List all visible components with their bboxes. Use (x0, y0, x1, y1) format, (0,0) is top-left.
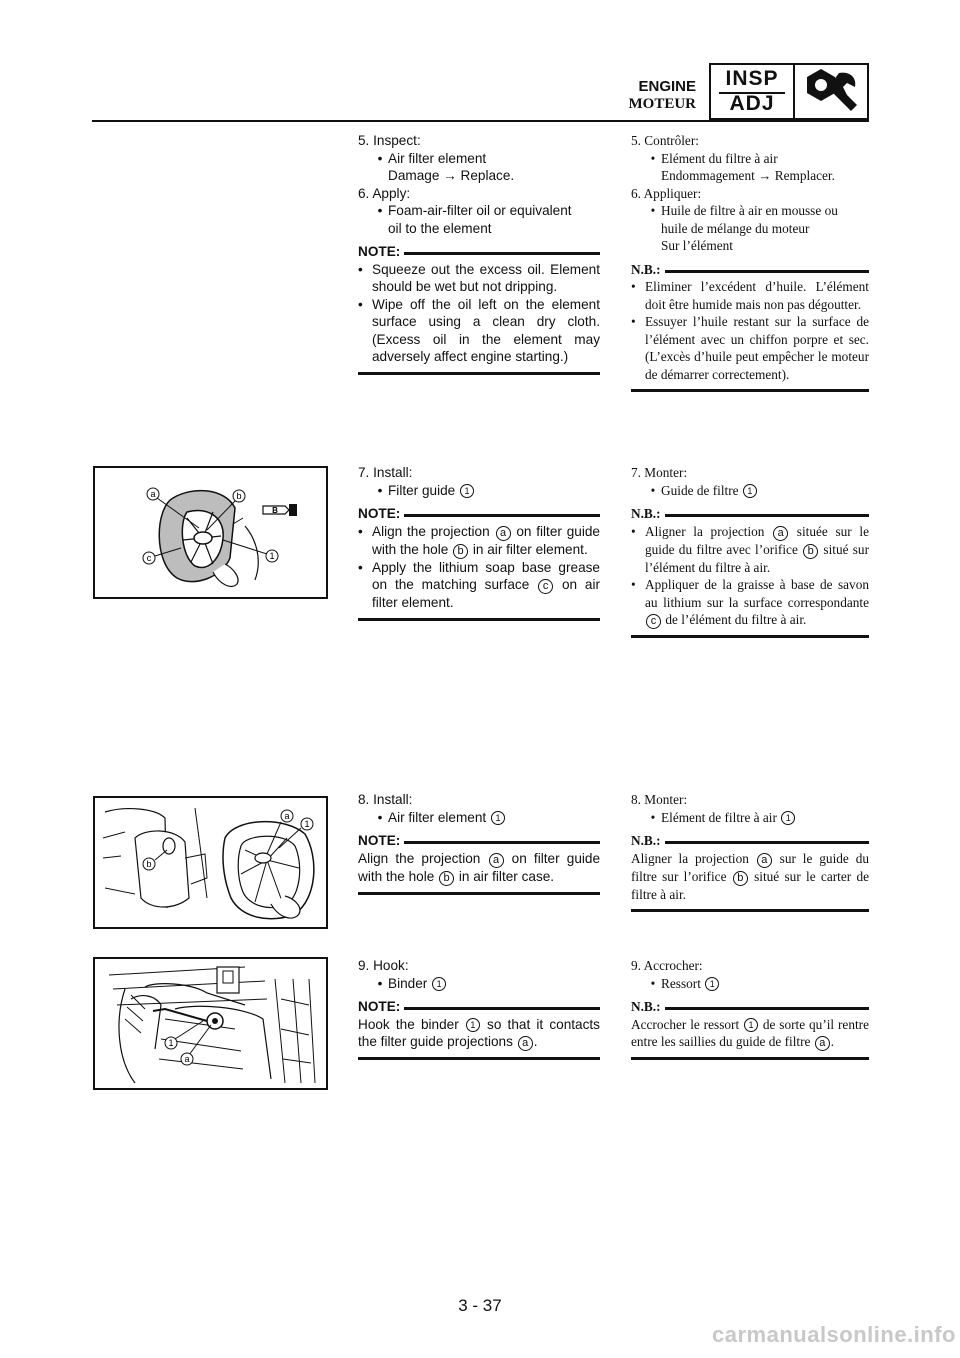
step-7-heading-fr: 7. Monter: (631, 465, 688, 480)
nb-item: • Aligner la projection a située sur le guide du filtre avec l’orifice b situé sur l’élément du filtre à air. (631, 523, 870, 575)
badge-adj-label: ADJ (729, 92, 775, 115)
nb-end-rule (631, 635, 869, 638)
insp-adj-badge (709, 63, 869, 120)
step-6-sub2-fr: Sur l’élément (661, 238, 734, 253)
step-5-heading: 5. Inspect: (358, 133, 421, 148)
step-6-sub1-fr: huile de mélange du moteur (661, 220, 810, 236)
filter-guide-illustration (95, 468, 326, 597)
step-5-sub: Damage → Replace. (388, 168, 515, 183)
note-body: Align the projection a on filter guide with the hole b in air filter case. (358, 850, 601, 884)
page-number: 3 - 37 (458, 1296, 502, 1315)
note-body: Hook the binder 1 so that it contacts the filter guide projections a . (358, 1016, 600, 1049)
note-end-rule (358, 618, 600, 621)
grease-icon (263, 504, 297, 516)
badge-insp-label: INSP (725, 67, 779, 90)
nb-end-rule (631, 389, 869, 392)
note-end-rule (358, 372, 600, 375)
nb-end-rule (631, 1057, 869, 1060)
note-header: NOTE: (358, 998, 600, 1016)
nb-header: N.B.: (631, 832, 869, 850)
wrench-icon (795, 65, 865, 118)
step-6-heading: 6. Apply: (358, 185, 411, 201)
nb-header: N.B.: (631, 998, 869, 1016)
svg-text:B: B (272, 506, 278, 515)
nb-body: Aligner la projection a sur le guide du filtre sur l’orifice b situé sur le carter de filtre à air. (631, 850, 870, 902)
step-6-heading-fr: 6. Appliquer: (631, 185, 702, 201)
step-8-fr (631, 791, 869, 912)
step-7-bullet-fr: • Guide de filtre 1 (631, 482, 869, 500)
nb-header: N.B.: (631, 505, 869, 523)
step-9-heading-fr: 9. Accrocher: (631, 958, 703, 973)
step-9-heading: 9. Hook: (358, 958, 409, 973)
callout-a: a (150, 489, 156, 499)
step-9-bullet: • Binder 1 (358, 975, 600, 993)
watermark: carmanualsonline.info (712, 1322, 956, 1347)
nb-end-rule (631, 909, 869, 912)
nb-item: • Eliminer l’excédent d’huile. L’élément doit être humide mais non pas dégoutter. (631, 279, 869, 312)
note-item: • Wipe off the oil left on the element surface using a clean dry cloth. (Excess oil in the element may adversely affect engine starting.) (358, 296, 600, 364)
step-6-bullet-fr: • Huile de filtre à air en mousse ou (650, 203, 838, 218)
note-header: NOTE: (358, 243, 600, 261)
callout-1: 1 (168, 1038, 174, 1048)
note-header: NOTE: (358, 832, 600, 850)
figure-filter-guide (93, 466, 328, 599)
step-9-bullet-fr: • Ressort 1 (631, 975, 869, 993)
step-5-bullet-fr: • Elément du filtre à air (650, 150, 778, 166)
step-9-en (358, 957, 600, 1060)
note-end-rule (358, 892, 600, 895)
callout-c: c (146, 553, 152, 563)
step-6-bullet: • Foam-air-filter oil or equivalent (377, 203, 572, 218)
step-7-en (358, 464, 600, 621)
step-8-heading: 8. Install: (358, 792, 413, 807)
figure-air-filter-element (93, 796, 328, 929)
step-9-fr (631, 957, 869, 1060)
step-5-6-fr (631, 132, 869, 392)
nb-item: • Appliquer de la graisse à base de savon au lithium sur la surface correspondante c de l’élément du filtre à air. (631, 577, 869, 627)
header-rule (92, 120, 869, 122)
section-title-fr: MOTEUR (628, 96, 696, 112)
nb-item: • Essuyer l’huile restant sur la surface de l’élément avec un chiffon porpre et sec. (L’excès d’huile peut empêcher le moteur de démarrer correctement). (631, 314, 869, 382)
note-item: • Apply the lithium soap base grease on the matching surface c on air filter element. (358, 559, 600, 610)
callout-1: 1 (304, 819, 310, 829)
step-8-bullet: • Air filter element 1 (358, 809, 600, 827)
nb-body: Accrocher le ressort 1 de sorte qu’il rentre entre les saillies du guide de filtre a . (631, 1016, 869, 1049)
note-item: • Squeeze out the excess oil. Element should be wet but not dripping. (358, 261, 600, 294)
step-6-sub: oil to the element (388, 220, 492, 236)
step-8-en (358, 791, 600, 895)
step-7-fr (631, 464, 869, 638)
step-7-heading: 7. Install: (358, 465, 413, 480)
step-5-heading-fr: 5. Contrôler: (631, 133, 699, 148)
step-5-6-en (358, 132, 600, 375)
step-5-sub-fr: Endommagement → Remplacer. (661, 168, 835, 183)
note-end-rule (358, 1057, 600, 1060)
air-filter-element-illustration (95, 798, 326, 927)
step-8-heading-fr: 8. Monter: (631, 792, 688, 807)
step-7-bullet: • Filter guide 1 (358, 482, 600, 500)
binder-illustration (95, 959, 326, 1088)
nb-header: N.B.: (631, 261, 869, 279)
section-title-en: ENGINE (638, 78, 696, 95)
callout-b: b (236, 491, 242, 501)
callout-b: b (146, 859, 152, 869)
callout-a: a (284, 811, 290, 821)
figure-binder (93, 957, 328, 1090)
step-5-bullet: • Air filter element (377, 150, 487, 166)
step-8-bullet-fr: • Elément de filtre à air 1 (631, 809, 869, 827)
callout-a: a (184, 1054, 190, 1064)
note-item: • Align the projection a on filter guide with the hole b in air filter element. (358, 523, 600, 557)
note-header: NOTE: (358, 505, 600, 523)
callout-1: 1 (269, 551, 275, 561)
